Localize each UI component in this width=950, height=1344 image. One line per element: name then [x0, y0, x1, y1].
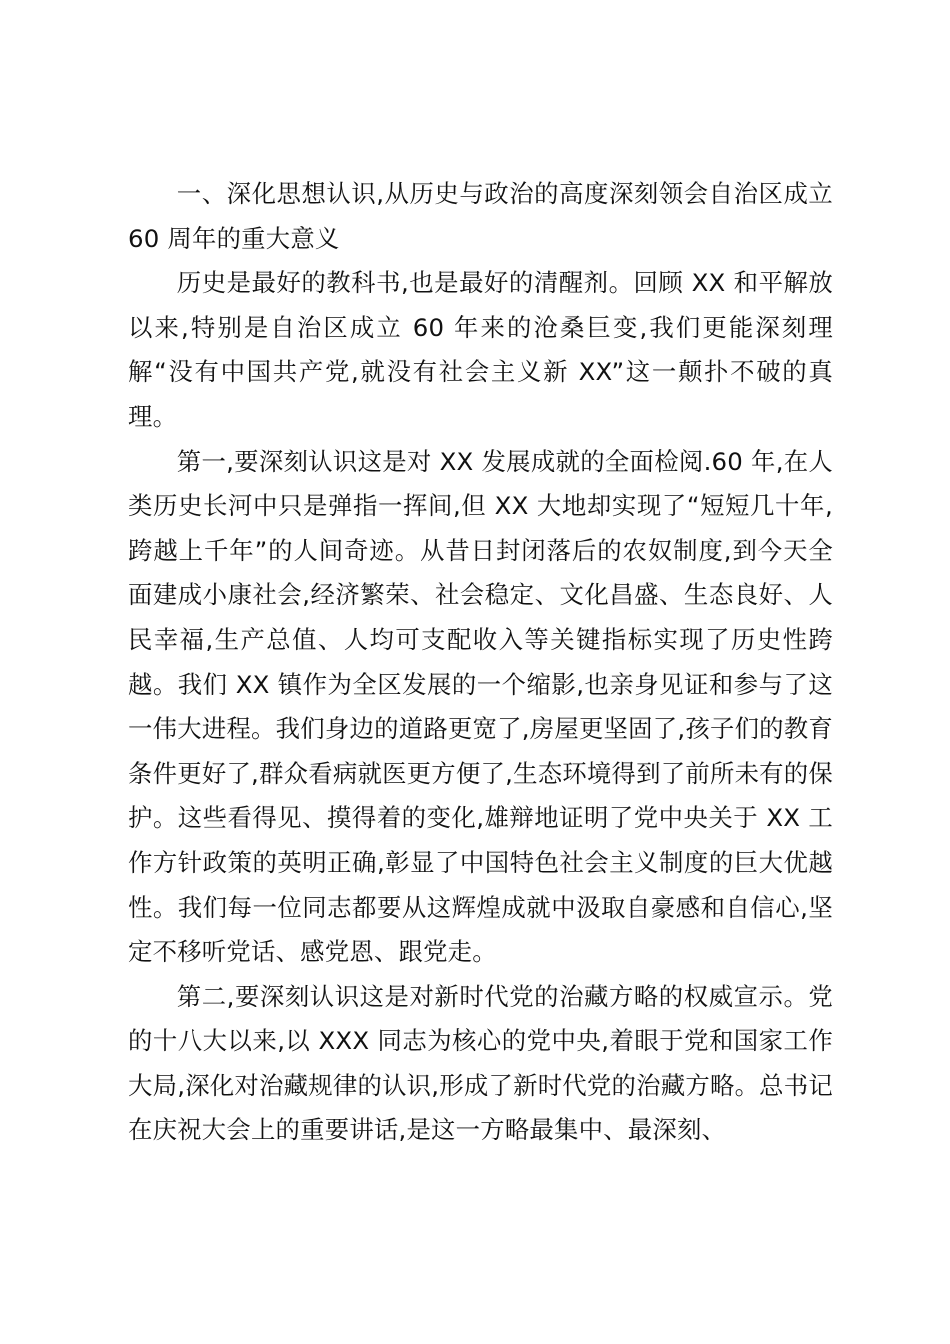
- intro-paragraph: 历史是最好的教科书,也是最好的清醒剂。回顾 XX 和平解放以来,特别是自治区成立 60 年来的沧桑巨变,我们更能深刻理解“没有中国共产党,就没有社会主义新 XX”这一颠扑不破的真理。: [128, 268, 833, 431]
- section-heading: 一、深化思想认识,从历史与政治的高度深刻领会自治区成立 60 周年的重大意义: [128, 179, 833, 253]
- point-two-paragraph: 第二,要深刻认识这是对新时代党的治藏方略的权威宣示。党的十八大以来,以 XXX 同志为核心的党中央,着眼于党和国家工作大局,深化对治藏规律的认识,形成了新时代党的治藏方略。总书记在庆祝大会上的重要讲话,是这一方略最集中、最深刻、: [128, 981, 833, 1145]
- document-body: [128, 172, 833, 1153]
- point-one-paragraph: 第一,要深刻认识这是对 XX 发展成就的全面检阅.60 年,在人类历史长河中只是弹指一挥间,但 XX 大地却实现了“短短几十年,跨越上千年”的人间奇迹。从昔日封闭落后的农奴制度,到今天全面建成小康社会,经济繁荣、社会稳定、文化昌盛、生态良好、人民幸福,生产总值、人均可支配收入等关键指标实现了历史性跨越。我们 XX 镇作为全区发展的一个缩影,也亲身见证和参与了这一伟大进程。我们身边的道路更宽了,房屋更坚固了,孩子们的教育条件更好了,群众看病就医更方便了,生态环境得到了前所未有的保护。这些看得见、摸得着的变化,雄辩地证明了党中央关于 XX 工作方针政策的英明正确,彰显了中国特色社会主义制度的巨大优越性。我们每一位同志都要从这辉煌成就中汲取自豪感和自信心,坚定不移听党话、感党恩、跟党走。: [128, 446, 833, 967]
